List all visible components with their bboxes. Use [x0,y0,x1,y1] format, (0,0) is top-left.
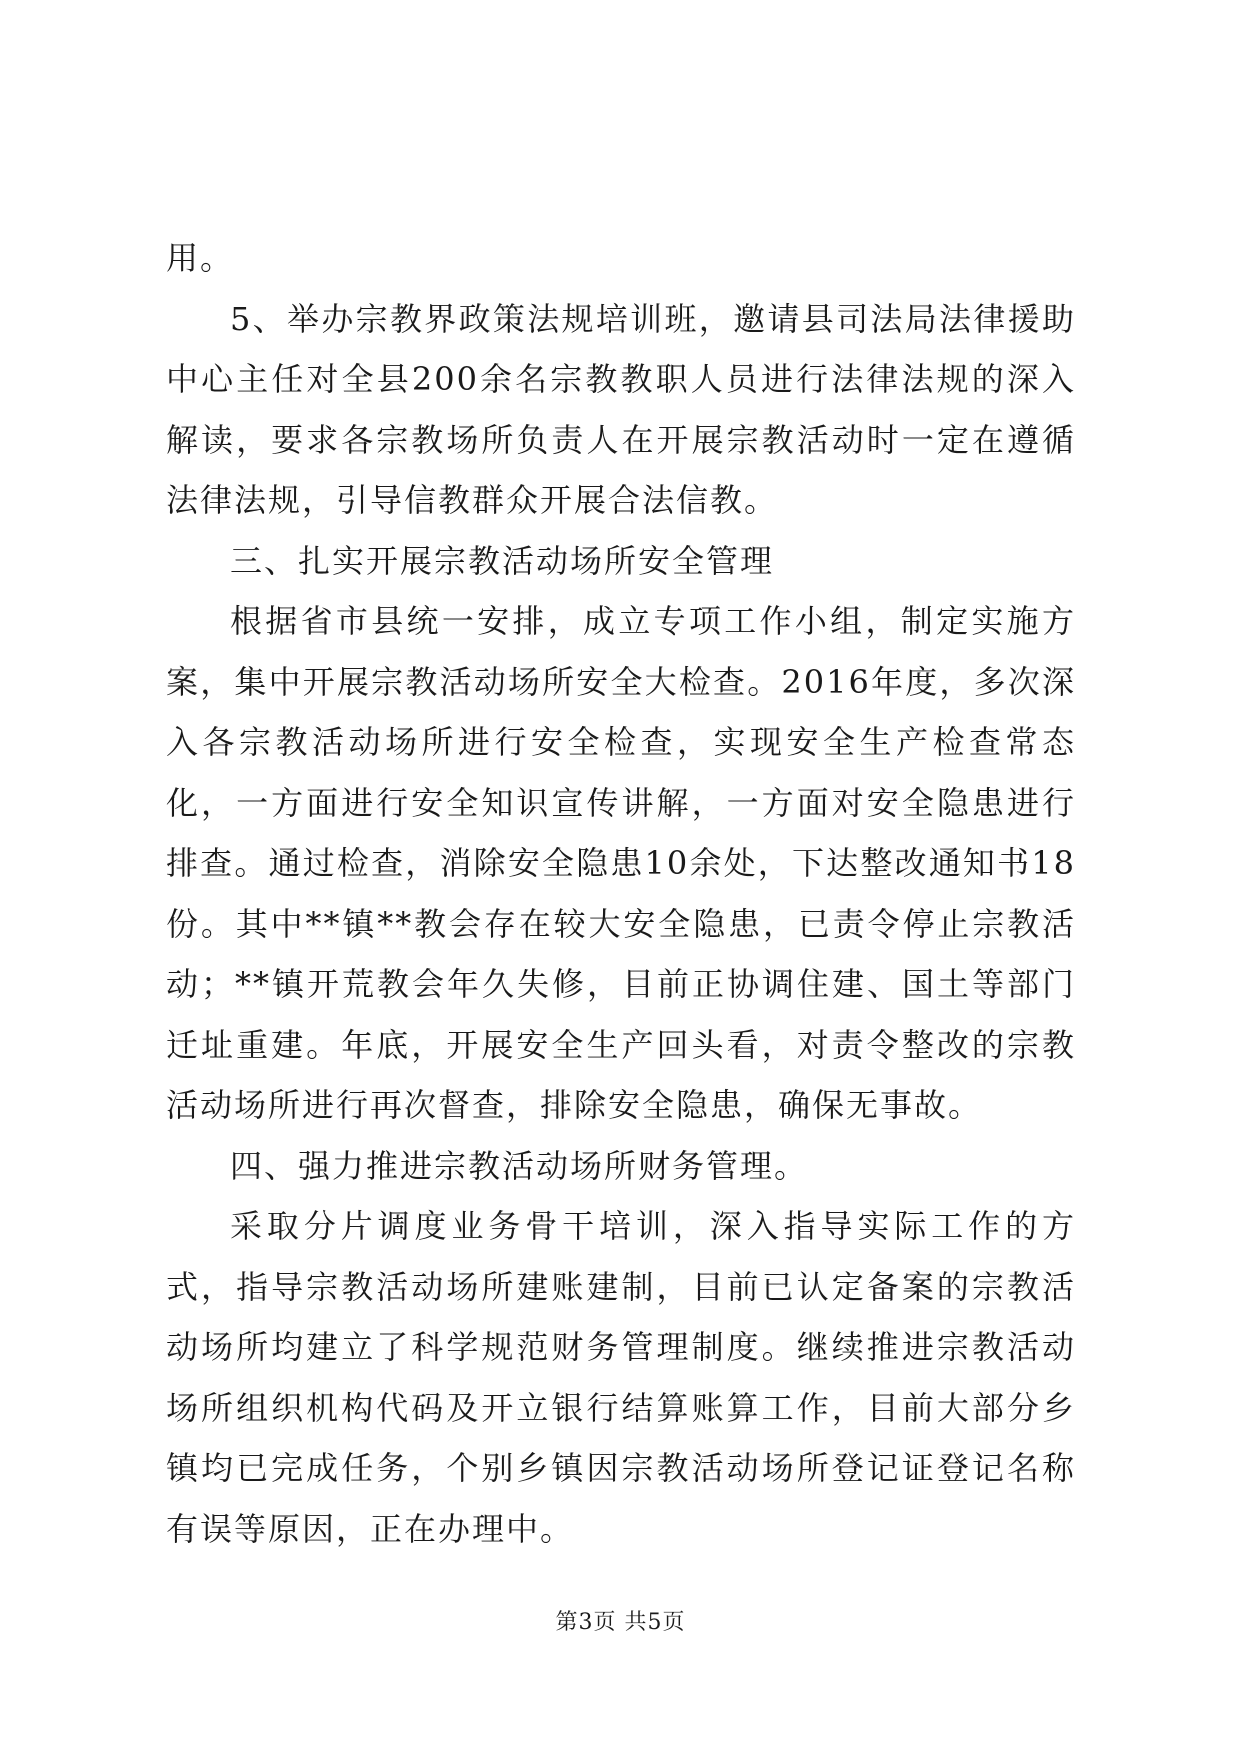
paragraph-finance-management: 采取分片调度业务骨干培训，深入指导实际工作的方式，指导宗教活动场所建账建制，目前已认定备案的宗教活动场所均建立了科学规范财务管理制度。继续推进宗教活动场所组织机构代码及开立银行结算账算工作，目前大部分乡镇均已完成任务，个别乡镇因宗教活动场所登记证登记名称有误等原因，正在办理中。 [166,1207,1076,1548]
paragraph-item-5: 5、举办宗教界政策法规培训班，邀请县司法局法律援助中心主任对全县200余名宗教教职人员进行法律法规的深入解读，要求各宗教场所负责人在开展宗教活动时一定在遵循法律法规，引导信教群众开展合法信教。 [166,299,1076,519]
page-number-footer: 第3页 共5页 [555,1610,686,1635]
section-heading-4: 四、强力推进宗教活动场所财务管理。 [230,1146,809,1185]
paragraph-safety-management: 根据省市县统一安排，成立专项工作小组，制定实施方案，集中开展宗教活动场所安全大检查。2016年度，多次深入各宗教活动场所进行安全检查，实现安全生产检查常态化，一方面进行安全知识宣传讲解，一方面对安全隐患进行排查。通过检查，消除安全隐患10余处，下达整改通知书18份。其中**镇**教会存在较大安全隐患，已责令停止宗教活动；**镇开荒教会年久失修，目前正协调住建、国土等部门迁址重建。年底，开展安全生产回头看，对责令整改的宗教活动场所进行再次督查，排除安全隐患，确保无事故。 [166,602,1076,1124]
document-body [166,228,1076,1559]
section-heading-3: 三、扎实开展宗教活动场所安全管理 [230,541,775,580]
paragraph-continuation: 用。 [166,239,235,277]
